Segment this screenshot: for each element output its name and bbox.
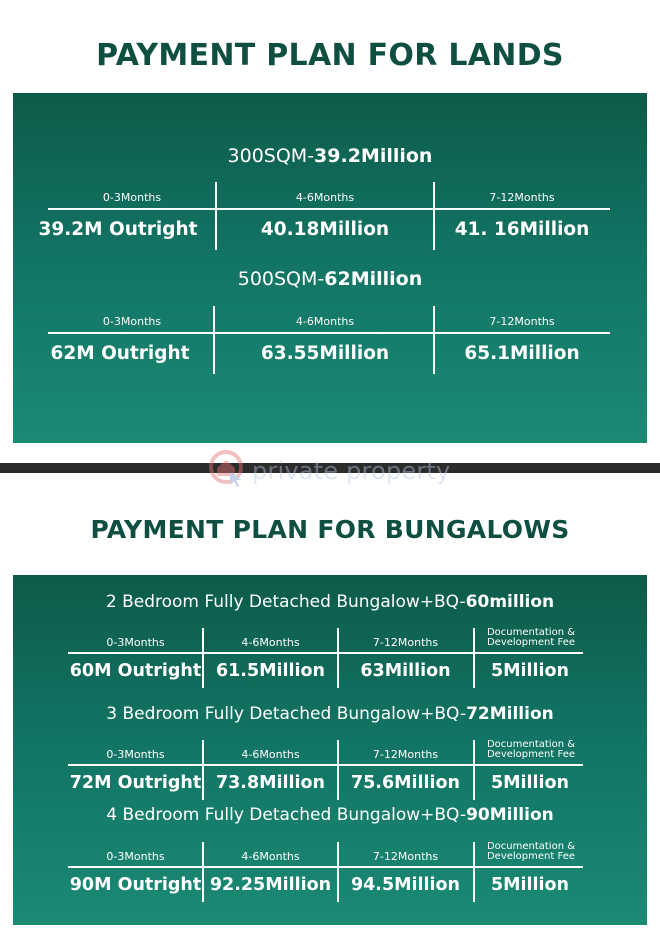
term-label: 4-6Months xyxy=(295,315,355,328)
row-divider xyxy=(48,332,610,334)
term-label: 0-3Months xyxy=(106,850,165,863)
price-value: 65.1Million xyxy=(464,343,580,364)
row-divider xyxy=(48,208,610,210)
term-label: 7-12Months xyxy=(489,191,555,204)
row-divider xyxy=(68,652,583,654)
term-label: 0-3Months xyxy=(102,315,162,328)
price-value: 90M Outright xyxy=(69,875,202,895)
plan-title-500sqm: 500SQM-62Million xyxy=(237,268,423,290)
plan-title-300sqm: 300SQM-39.2Million xyxy=(227,145,433,167)
term-label: 4-6Months xyxy=(241,850,300,863)
lands-panel xyxy=(13,93,647,443)
price-value: 5Million xyxy=(490,773,570,793)
row-divider xyxy=(68,764,583,766)
price-value: 61.5Million xyxy=(215,661,326,681)
watermark xyxy=(206,454,450,488)
plan-title-2-bedroom: 2 Bedroom Fully Detached Bungalow+BQ-60million xyxy=(105,592,555,612)
term-label: 0-3Months xyxy=(106,636,165,649)
price-value: 63Million xyxy=(360,661,451,681)
fee-label: Documentation & Development Fee xyxy=(486,841,576,862)
term-label: 7-12Months xyxy=(372,636,439,649)
term-label: 7-12Months xyxy=(372,748,439,761)
price-value: 60M Outright xyxy=(69,661,202,681)
term-label: 0-3Months xyxy=(106,748,165,761)
plan-title-4-bedroom: 4 Bedroom Fully Detached Bungalow+BQ-90Million xyxy=(106,805,554,825)
lands-heading: PAYMENT PLAN FOR LANDS xyxy=(96,38,564,73)
fee-label: Documentation & Development Fee xyxy=(486,627,576,648)
price-value: 5Million xyxy=(490,661,570,681)
price-value: 72M Outright xyxy=(69,773,202,793)
term-label: 4-6Months xyxy=(241,636,300,649)
price-value: 92.25Million xyxy=(209,875,332,895)
price-value: 41. 16Million xyxy=(454,219,590,240)
price-value: 40.18Million xyxy=(260,219,390,240)
price-value: 62M Outright xyxy=(50,343,190,364)
price-value: 75.6Million xyxy=(350,773,461,793)
price-value: 63.55Million xyxy=(260,343,390,364)
price-value: 73.8Million xyxy=(215,773,326,793)
bungalows-panel xyxy=(13,575,647,925)
term-label: 4-6Months xyxy=(295,191,355,204)
price-value: 94.5Million xyxy=(350,875,461,895)
term-label: 7-12Months xyxy=(372,850,439,863)
bungalows-heading: PAYMENT PLAN FOR BUNGALOWS xyxy=(90,515,570,544)
house-pin-icon xyxy=(206,449,246,493)
fee-label: Documentation & Development Fee xyxy=(486,739,576,760)
plan-title-3-bedroom: 3 Bedroom Fully Detached Bungalow+BQ-72Million xyxy=(106,704,554,724)
price-value: 5Million xyxy=(490,875,570,895)
term-label: 7-12Months xyxy=(489,315,555,328)
term-label: 0-3Months xyxy=(102,191,162,204)
row-divider xyxy=(68,866,583,868)
term-label: 4-6Months xyxy=(241,748,300,761)
watermark-text: private property xyxy=(252,457,451,485)
price-value: 39.2M Outright xyxy=(38,219,198,240)
